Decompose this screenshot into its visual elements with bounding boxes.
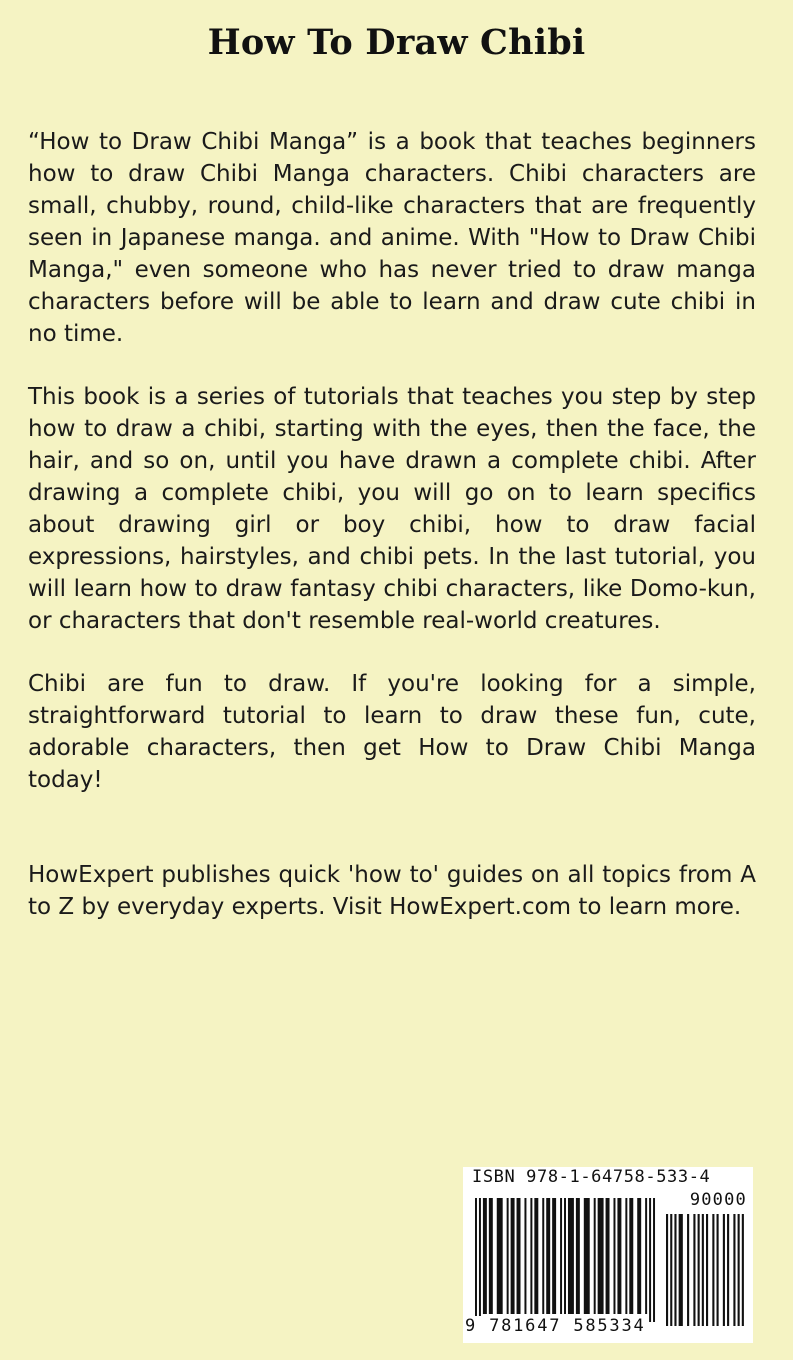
book-title: How To Draw Chibi (207, 22, 586, 63)
publisher-note: HowExpert publishes quick 'how to' guides on all topics from A to Z by everyday experts. Visit HowExpert.com to learn more. (28, 862, 756, 920)
price-addon-code: 90000 (689, 1190, 747, 1210)
barcode-bar (733, 1214, 735, 1326)
blurb-paragraph-2: This book is a series of tutorials that teaches you step by step how to draw a chibi, starting with the eyes, then the face, the hair, and so on, until you have drawn a complete chibi. After drawing a complete chibi, you will go on to learn specifics about drawing girl or boy chibi, how to draw facial expressions, hairstyles, and chibi pets. In the last tutorial, you will learn how to draw fantasy chibi characters, like Domo-kun, or characters that don't resemble real-world creatures. (28, 384, 756, 634)
barcode-bar (511, 1198, 515, 1314)
barcode-bar (552, 1198, 556, 1314)
barcode-bar (564, 1198, 566, 1314)
barcode-bar (637, 1198, 641, 1314)
barcode-bar (497, 1198, 503, 1314)
blurb (28, 126, 756, 923)
barcode-bar (738, 1214, 740, 1326)
barcode-bar (489, 1198, 493, 1314)
barcode-bar (475, 1198, 477, 1322)
barcode-bar (560, 1198, 562, 1314)
addon-barcode-bars (666, 1214, 746, 1334)
barcode-bar (576, 1198, 580, 1314)
barcode-bar (674, 1214, 676, 1326)
barcode-bar (693, 1214, 695, 1326)
ean-barcode-bars (475, 1198, 657, 1322)
barcode-bar (617, 1198, 621, 1314)
barcode-bar (649, 1198, 651, 1322)
barcode-bar (517, 1198, 521, 1314)
isbn-label: ISBN 978-1-64758-533-4 (472, 1167, 711, 1187)
barcode-bar (507, 1198, 509, 1314)
isbn-barcode (463, 1167, 753, 1343)
barcode-bar (598, 1198, 604, 1314)
barcode-bar (698, 1214, 700, 1326)
blurb-paragraph-1: “How to Draw Chibi Manga” is a book that teaches beginners how to draw Chibi Manga characters. Chibi characters are small, chubby, round, child-like characters that are frequently seen in Japanese manga. and anime. With "How to Draw Chibi Manga," even someone who has never tried to draw manga characters before will be able to learn and draw cute chibi in no time. (28, 129, 756, 347)
barcode-bar (546, 1198, 550, 1314)
barcode-bar (530, 1198, 532, 1314)
barcode-bar (645, 1198, 647, 1314)
barcode-bar (584, 1198, 590, 1314)
barcode-bar (479, 1198, 481, 1322)
barcode-bar (687, 1214, 689, 1326)
barcode-bar (742, 1214, 744, 1326)
barcode-bar (594, 1198, 596, 1314)
barcode-bar (670, 1214, 672, 1326)
blurb-paragraph-3: Chibi are fun to draw. If you're looking for a simple, straightforward tutorial to learn to draw these fun, cute, adorable characters, then get How to Draw Chibi Manga today! (28, 671, 756, 793)
barcode-bar (702, 1214, 704, 1326)
barcode-bar (625, 1198, 627, 1314)
barcode-bar (706, 1214, 708, 1326)
barcode-bar (613, 1198, 615, 1314)
barcode-bar (727, 1214, 729, 1326)
barcode-bar (524, 1198, 526, 1314)
barcode-bar (568, 1198, 574, 1314)
barcode-bar (666, 1214, 668, 1326)
barcode-bar (629, 1198, 633, 1314)
barcode-bar (712, 1214, 714, 1326)
barcode-bar (717, 1214, 719, 1326)
barcode-bar (483, 1198, 487, 1314)
barcode-bar (542, 1198, 544, 1314)
barcode-bar (653, 1198, 655, 1322)
barcode-bar (534, 1198, 538, 1314)
barcode-bar (679, 1214, 683, 1326)
ean-digits: 9 781647 585334 (465, 1316, 646, 1336)
barcode-bar (723, 1214, 725, 1326)
barcode-bar (606, 1198, 610, 1314)
